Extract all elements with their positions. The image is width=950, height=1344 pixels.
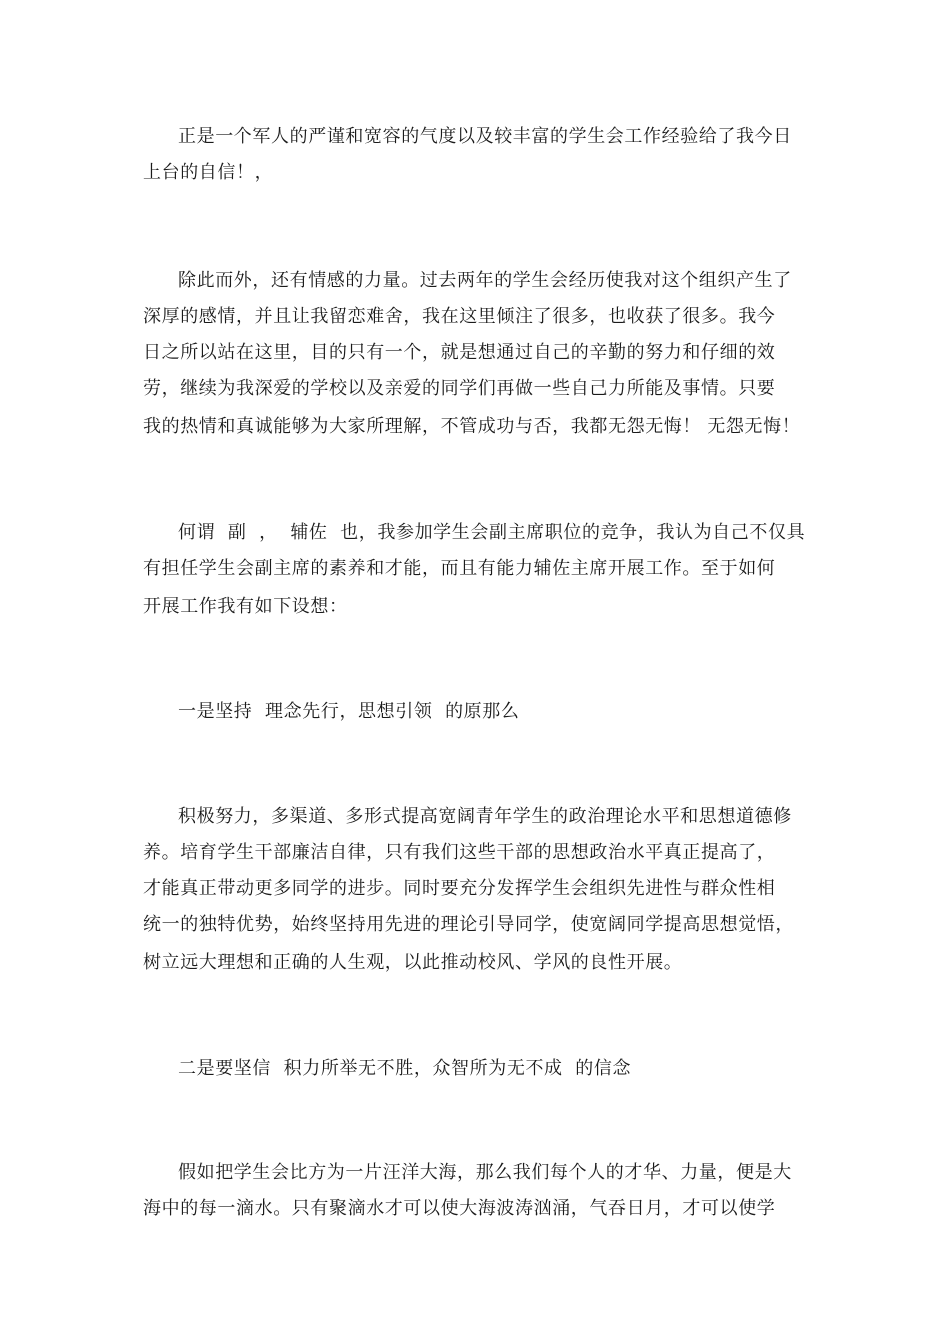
paragraph-2-line-1: 除此而外，还有情感的力量。过去两年的学生会经历使我对这个组织产生了 [178,270,792,291]
paragraph-4-line-3: 才能真正带动更多同学的进步。同时要充分发挥学生会组织先进性与群众性相 [143,878,776,899]
paragraph-1-line-1: 正是一个军人的严谨和宽容的气度以及较丰富的学生会工作经验给了我今日 [178,126,792,147]
paragraph-3-line-2: 有担任学生会副主席的素养和才能，而且有能力辅佐主席开展工作。至于如何 [143,558,776,579]
section-heading-1: 一是坚持 理念先行，思想引领 的原那么 [178,701,520,722]
paragraph-3-line-1: 何谓 副 ， 辅佐 也，我参加学生会副主席职位的竞争，我认为自己不仅具 [178,522,806,543]
paragraph-5-line-2: 海中的每一滴水。只有聚滴水才可以使大海波涛汹涌，气吞日月，才可以使学 [143,1198,776,1219]
paragraph-2-line-2: 深厚的感情，并且让我留恋难舍，我在这里倾注了很多，也收获了很多。我今 [143,306,776,327]
paragraph-4-line-5: 树立远大理想和正确的人生观，以此推动校风、学风的良性开展。 [143,952,683,973]
paragraph-2-line-3: 日之所以站在这里，目的只有一个，就是想通过自己的辛勤的努力和仔细的效 [143,342,776,363]
paragraph-1-line-2: 上台的自信！， [143,162,274,183]
section-heading-2: 二是要坚信 积力所举无不胜，众智所为无不成 的信念 [178,1058,632,1079]
paragraph-4-line-2: 养。培育学生干部廉洁自律，只有我们这些干部的思想政治水平真正提高了， [143,842,776,863]
paragraph-5-line-1: 假如把学生会比方为一片汪洋大海，那么我们每个人的才华、力量，便是大 [178,1162,792,1183]
paragraph-4-line-1: 积极努力，多渠道、多形式提高宽阔青年学生的政治理论水平和思想道德修 [178,806,792,827]
paragraph-4-line-4: 统一的独特优势，始终坚持用先进的理论引导同学，使宽阔同学提高思想觉悟， [143,914,794,935]
paragraph-2-line-4: 劳，继续为我深爱的学校以及亲爱的同学们再做一些自己力所能及事情。只要 [143,378,776,399]
paragraph-2-line-5: 我的热情和真诚能够为大家所理解，不管成功与否，我都无怨无悔！ 无怨无悔！ [143,416,801,437]
paragraph-3-line-3: 开展工作我有如下设想： [143,596,348,617]
